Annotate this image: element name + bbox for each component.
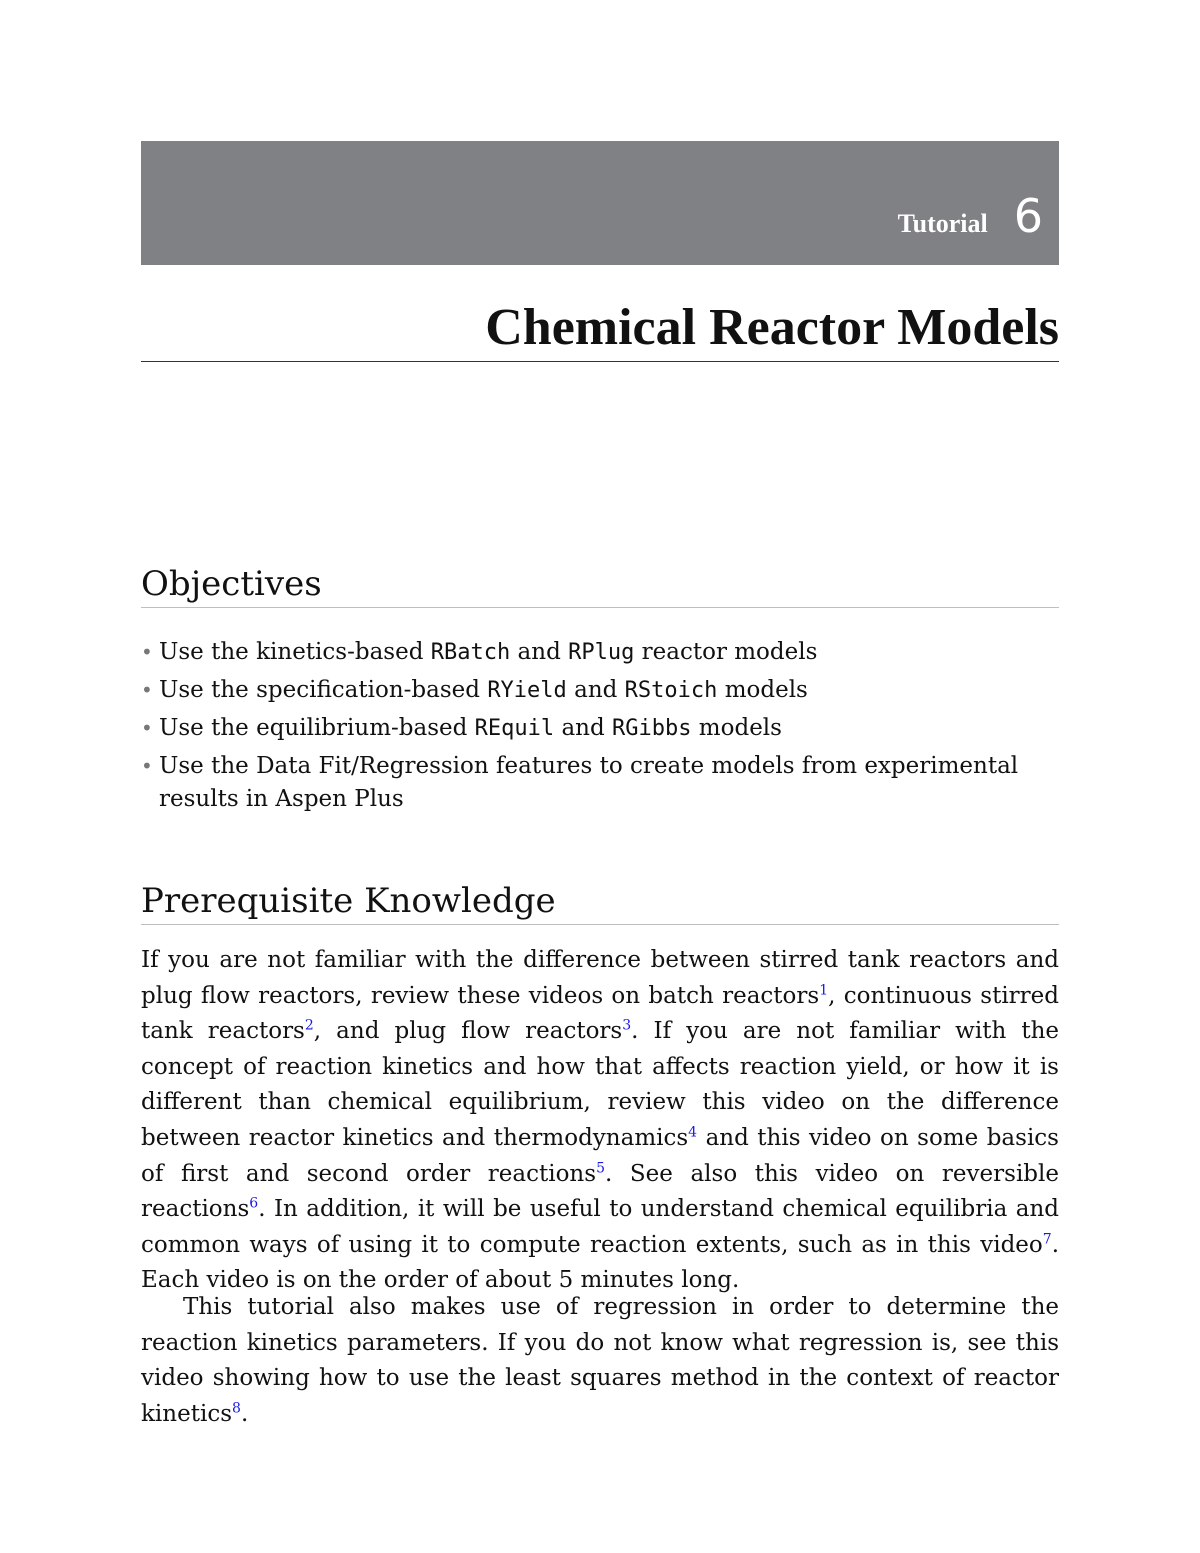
objectives-rule bbox=[141, 607, 1059, 608]
bullet-icon: • bbox=[141, 716, 153, 740]
footnote-marker: 6 bbox=[249, 1195, 259, 1212]
chapter-number: 6 bbox=[1013, 189, 1043, 243]
text-run: models bbox=[717, 677, 808, 703]
objectives-heading: Objectives bbox=[141, 564, 322, 604]
code-term: RStoich bbox=[624, 678, 718, 703]
text-run: models bbox=[691, 715, 782, 741]
text-run: . In addition, it will be useful to understand chemical equilibria and common ways of using it to compute reaction extents, such as in this video bbox=[141, 1196, 1059, 1258]
chapter-label: Tutorial bbox=[897, 209, 988, 238]
text-run: . See also this video on reversible reactions bbox=[141, 1160, 1059, 1223]
prereq-paragraph bbox=[141, 943, 1059, 1299]
objective-item bbox=[141, 674, 1059, 707]
footnote-marker: 4 bbox=[688, 1124, 698, 1141]
footnote-marker: 7 bbox=[1042, 1231, 1052, 1248]
objective-item bbox=[141, 712, 1059, 745]
objective-item bbox=[141, 750, 1059, 816]
footnote-marker: 8 bbox=[232, 1400, 241, 1417]
bullet-icon: • bbox=[141, 754, 153, 778]
prereq-rule bbox=[141, 924, 1059, 925]
text-run: , continuous stirred tank reactors bbox=[141, 982, 1060, 1045]
text-run: and this video on some basics of first and second order reactions bbox=[141, 1124, 1059, 1187]
title-rule bbox=[141, 361, 1059, 362]
code-term: RPlug bbox=[568, 640, 635, 665]
footnote-marker: 1 bbox=[819, 981, 829, 998]
code-term: RBatch bbox=[430, 640, 511, 665]
code-term: RGibbs bbox=[612, 716, 692, 741]
objectives-list bbox=[141, 636, 1059, 821]
text-run: . Each video is on the order of about 5 minutes long. bbox=[141, 1231, 1059, 1294]
prereq-heading: Prerequisite Knowledge bbox=[141, 881, 556, 921]
text-run: If you are not familiar with the difference between stirred tank reactors and plug flow reactors, review these videos on batch reactors bbox=[141, 947, 1059, 1009]
text-run: . If you are not familiar with the concept of reaction kinetics and how that affects reaction yield, or how it is different than chemical equilibrium, review this video on the difference between reactor kinetics and thermodynamics bbox=[141, 1018, 1059, 1151]
text-run: This tutorial also makes use of regression in order to determine the reaction kinetics parameters. If you do not know what regression is, see this video showing how to use the least squares method in the context of reactor kinetics bbox=[141, 1294, 1059, 1427]
code-term: RYield bbox=[487, 678, 567, 703]
text-run: Use the specification-based bbox=[159, 677, 488, 703]
objective-item bbox=[141, 636, 1059, 669]
bullet-icon: • bbox=[141, 678, 153, 702]
chapter-title: Chemical Reactor Models bbox=[485, 299, 1059, 356]
code-term: REquil bbox=[474, 716, 555, 741]
bullet-icon: • bbox=[141, 640, 153, 664]
chapter-banner bbox=[141, 141, 1059, 265]
chapter-tag bbox=[898, 189, 1043, 243]
text-run: and bbox=[566, 677, 625, 703]
text-run: Use the kinetics-based bbox=[159, 639, 431, 665]
text-run: reactor models bbox=[634, 639, 818, 665]
text-run: and bbox=[510, 639, 569, 665]
text-run: , and plug flow reactors bbox=[313, 1018, 623, 1045]
text-run: and bbox=[554, 715, 613, 741]
text-run: . bbox=[240, 1400, 249, 1427]
footnote-marker: 2 bbox=[304, 1017, 314, 1034]
footnote-marker: 3 bbox=[622, 1017, 632, 1034]
footnote-marker: 5 bbox=[596, 1159, 605, 1176]
prereq-paragraph bbox=[141, 1290, 1059, 1432]
text-run: Use the equilibrium-based bbox=[159, 715, 475, 741]
text-run: Use the Data Fit/Regression features to create models from experimental results in Aspen Plus bbox=[159, 753, 1019, 812]
